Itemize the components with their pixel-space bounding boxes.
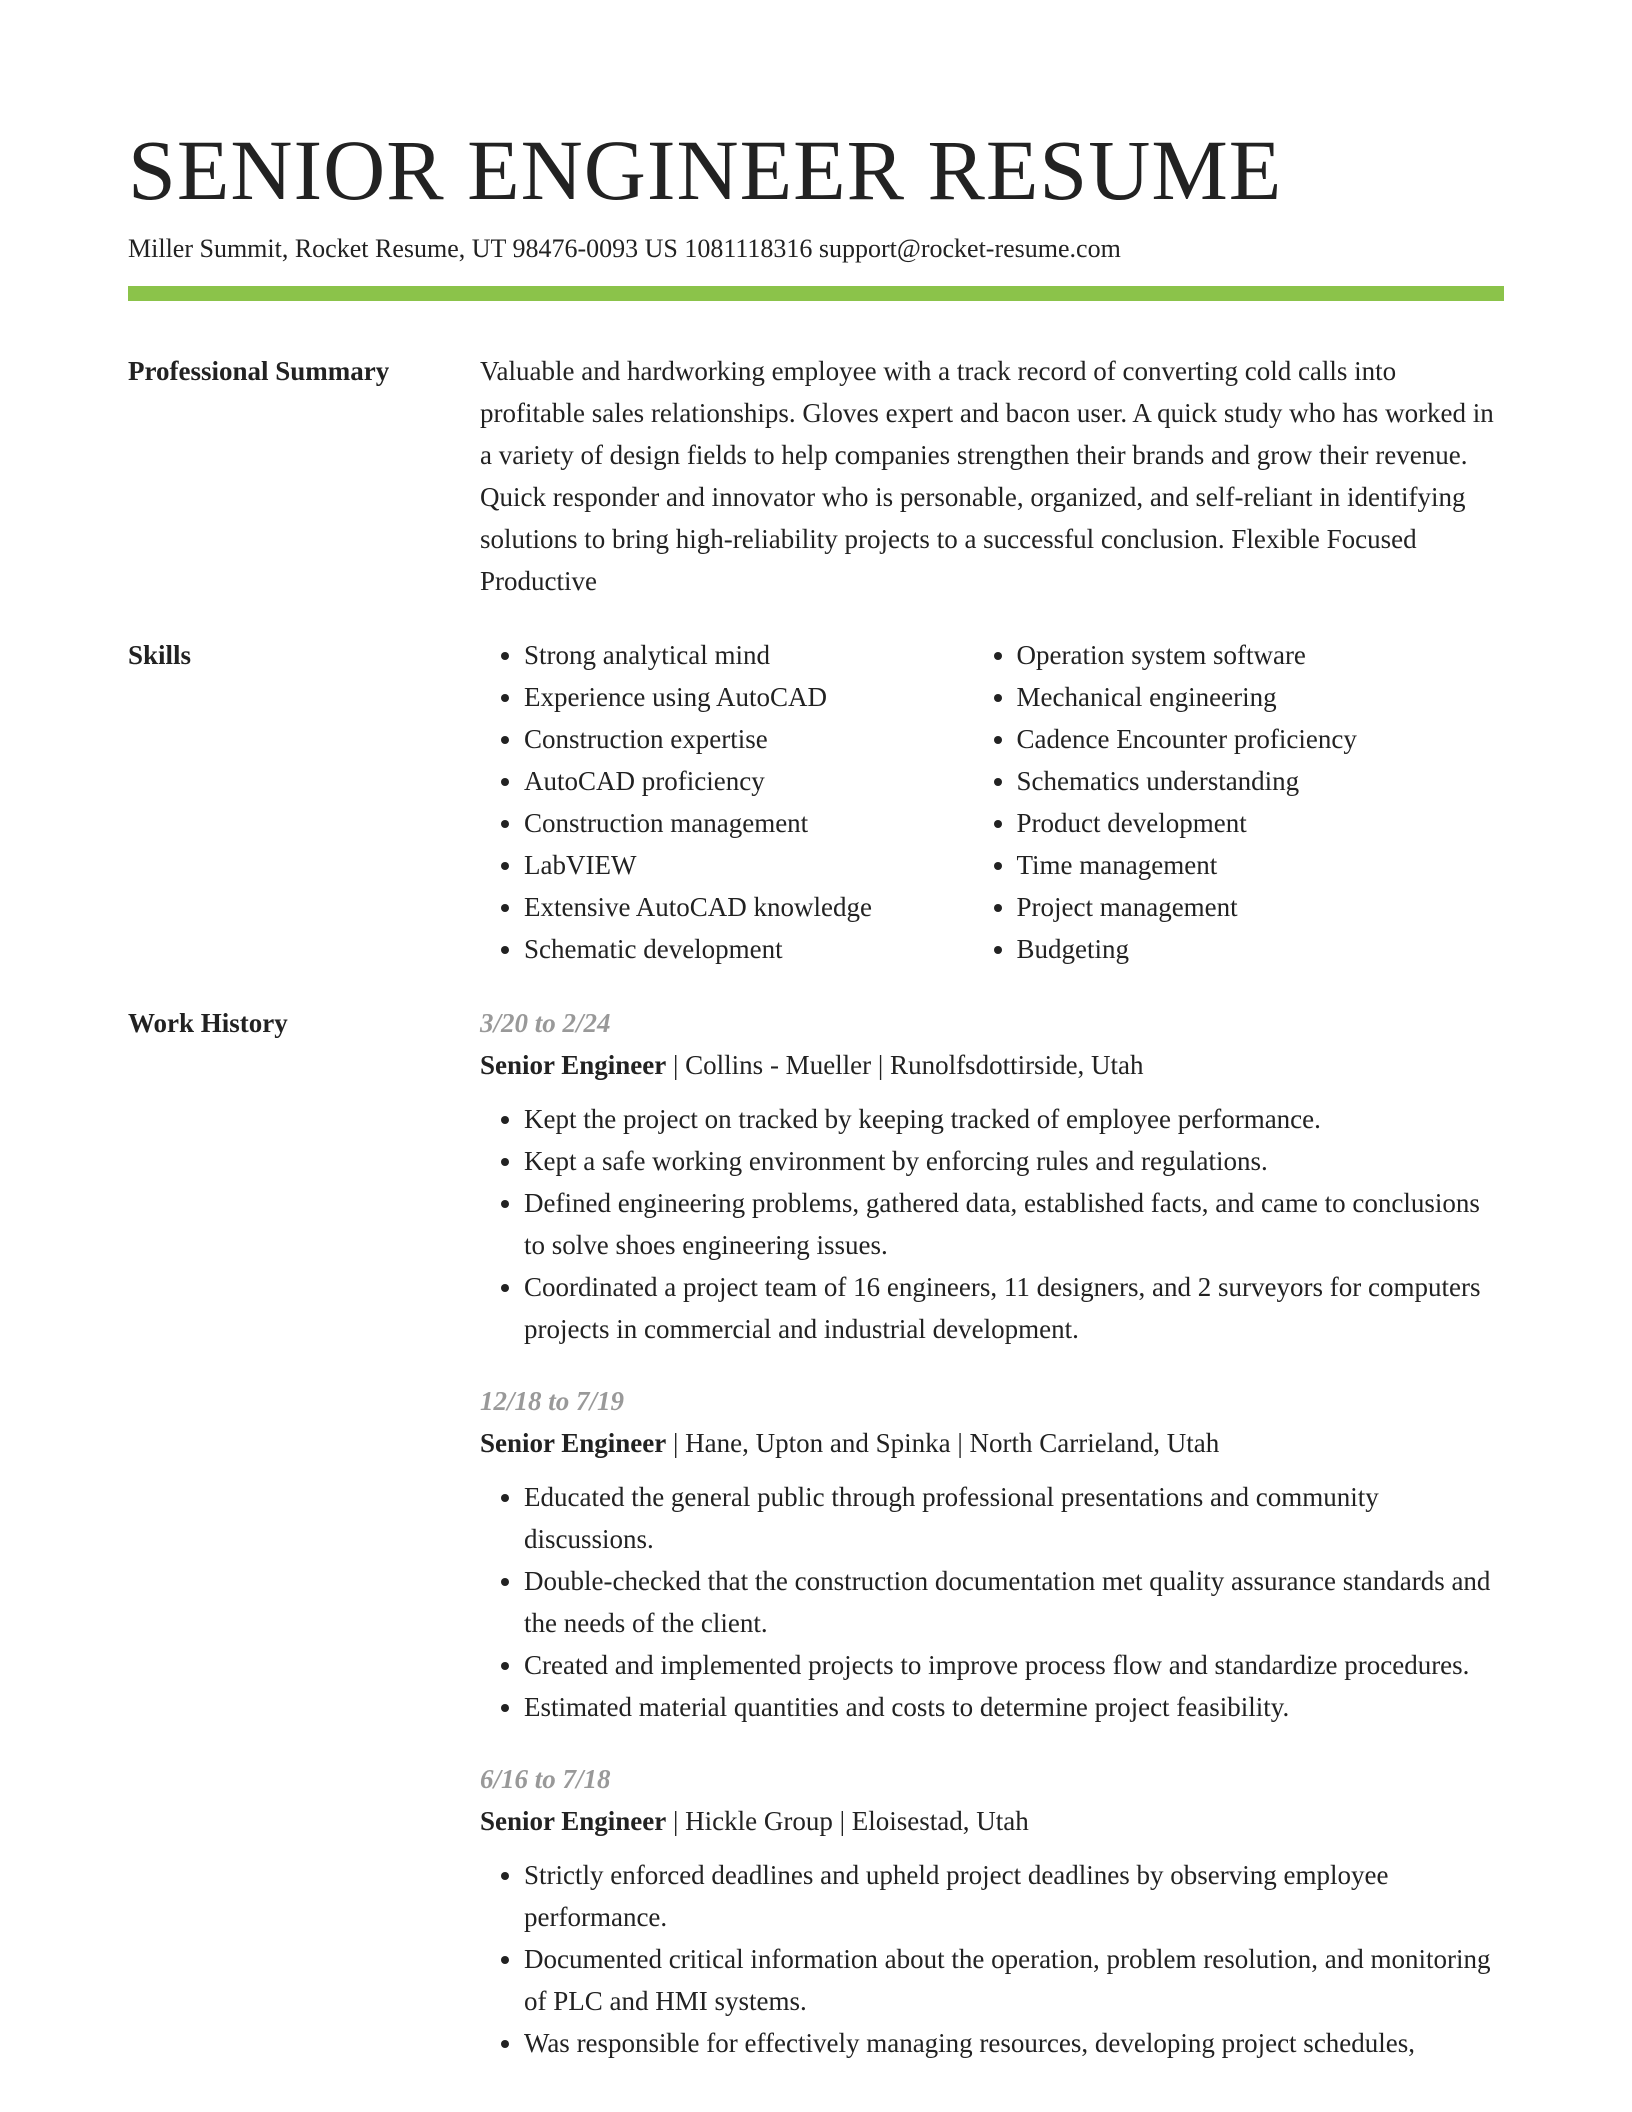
job-entry: [480, 1380, 1504, 1728]
work-history-section: [480, 1002, 1504, 2094]
job-title: Senior Engineer: [480, 1806, 667, 1836]
job-dates: 6/16 to 7/18: [480, 1764, 611, 1794]
job-employer-location: | Collins - Mueller | Runolfsdottirside, Utah: [666, 1050, 1144, 1080]
skill-item: • Budgeting: [1017, 928, 1505, 970]
skills-column-1: [480, 634, 973, 970]
job-bullet: • Documented critical information about the operation, problem resolution, and monitoring of PLC and HMI systems.: [524, 1938, 1504, 2022]
skill-item: • Cadence Encounter proficiency: [1017, 718, 1505, 760]
job-bullet: • Coordinated a project team of 16 engineers, 11 designers, and 2 surveyors for computers projects in commercial and industrial development.: [524, 1266, 1504, 1350]
job-bullet: • Created and implemented projects to improve process flow and standardize procedures.: [524, 1644, 1504, 1686]
skill-item: • Time management: [1017, 844, 1505, 886]
skill-item: • Experience using AutoCAD: [524, 676, 973, 718]
job-employer-location: | Hane, Upton and Spinka | North Carrieland, Utah: [666, 1428, 1220, 1458]
job-employer-location: | Hickle Group | Eloisestad, Utah: [666, 1806, 1029, 1836]
job-title: Senior Engineer: [480, 1428, 667, 1458]
job-title: Senior Engineer: [480, 1050, 667, 1080]
skill-item: • Schematics understanding: [1017, 760, 1505, 802]
skill-item: • Extensive AutoCAD knowledge: [524, 886, 973, 928]
job-heading: [480, 1800, 1504, 1842]
job-dates: 12/18 to 7/19: [480, 1386, 625, 1416]
skills-column-2: [973, 634, 1505, 970]
skills-section: [480, 634, 1504, 970]
skill-item: • AutoCAD proficiency: [524, 760, 973, 802]
skill-item: • Mechanical engineering: [1017, 676, 1505, 718]
section-label-work-history: Work History: [128, 1008, 288, 1038]
job-bullets: [480, 1476, 1504, 1728]
skill-item: • Operation system software: [1017, 634, 1505, 676]
job-bullet: • Was responsible for effectively managing resources, developing project schedules,: [524, 2022, 1504, 2064]
summary-text: Valuable and hardworking employee with a track record of converting cold calls into profitable sales relationships. Gloves expert and bacon user. A quick study who has worked in a variety of design fields to help companies strengthen their brands and grow their revenue. Quick responder and innovator who is personable, organized, and self-reliant in identifying solutions to bring high-reliability projects to a successful conclusion. Flexible Focused Productive: [480, 356, 1494, 596]
job-heading: [480, 1044, 1504, 1086]
job-entry: [480, 1002, 1504, 1350]
skill-item: • Strong analytical mind: [524, 634, 973, 676]
job-entry: [480, 1758, 1504, 2064]
job-dates: 3/20 to 2/24: [480, 1008, 611, 1038]
job-bullets: [480, 1854, 1504, 2064]
job-bullets: [480, 1098, 1504, 1350]
skill-item: • Product development: [1017, 802, 1505, 844]
summary-section: [480, 350, 1504, 602]
section-label-skills: Skills: [128, 640, 192, 670]
job-bullet: • Educated the general public through professional presentations and community discussions.: [524, 1476, 1504, 1560]
section-label-summary: Professional Summary: [128, 356, 390, 386]
job-bullet: • Double-checked that the construction documentation met quality assurance standards and the needs of the client.: [524, 1560, 1504, 1644]
job-bullet: • Strictly enforced deadlines and upheld project deadlines by observing employee performance.: [524, 1854, 1504, 1938]
skill-item: • Construction management: [524, 802, 973, 844]
job-bullet: • Kept a safe working environment by enforcing rules and regulations.: [524, 1140, 1504, 1182]
header-divider: [128, 286, 1504, 301]
resume-title: SENIOR ENGINEER RESUME: [128, 122, 1283, 218]
job-bullet: • Kept the project on tracked by keeping tracked of employee performance.: [524, 1098, 1504, 1140]
skill-item: • Project management: [1017, 886, 1505, 928]
job-heading: [480, 1422, 1504, 1464]
contact-info: Miller Summit, Rocket Resume, UT 98476-0093 US 1081118316 support@rocket-resume.com: [128, 234, 1121, 263]
skill-item: • Schematic development: [524, 928, 973, 970]
job-bullet: • Estimated material quantities and costs to determine project feasibility.: [524, 1686, 1504, 1728]
job-bullet: • Defined engineering problems, gathered data, established facts, and came to conclusions to solve shoes engineering issues.: [524, 1182, 1504, 1266]
skill-item: • Construction expertise: [524, 718, 973, 760]
skill-item: • LabVIEW: [524, 844, 973, 886]
